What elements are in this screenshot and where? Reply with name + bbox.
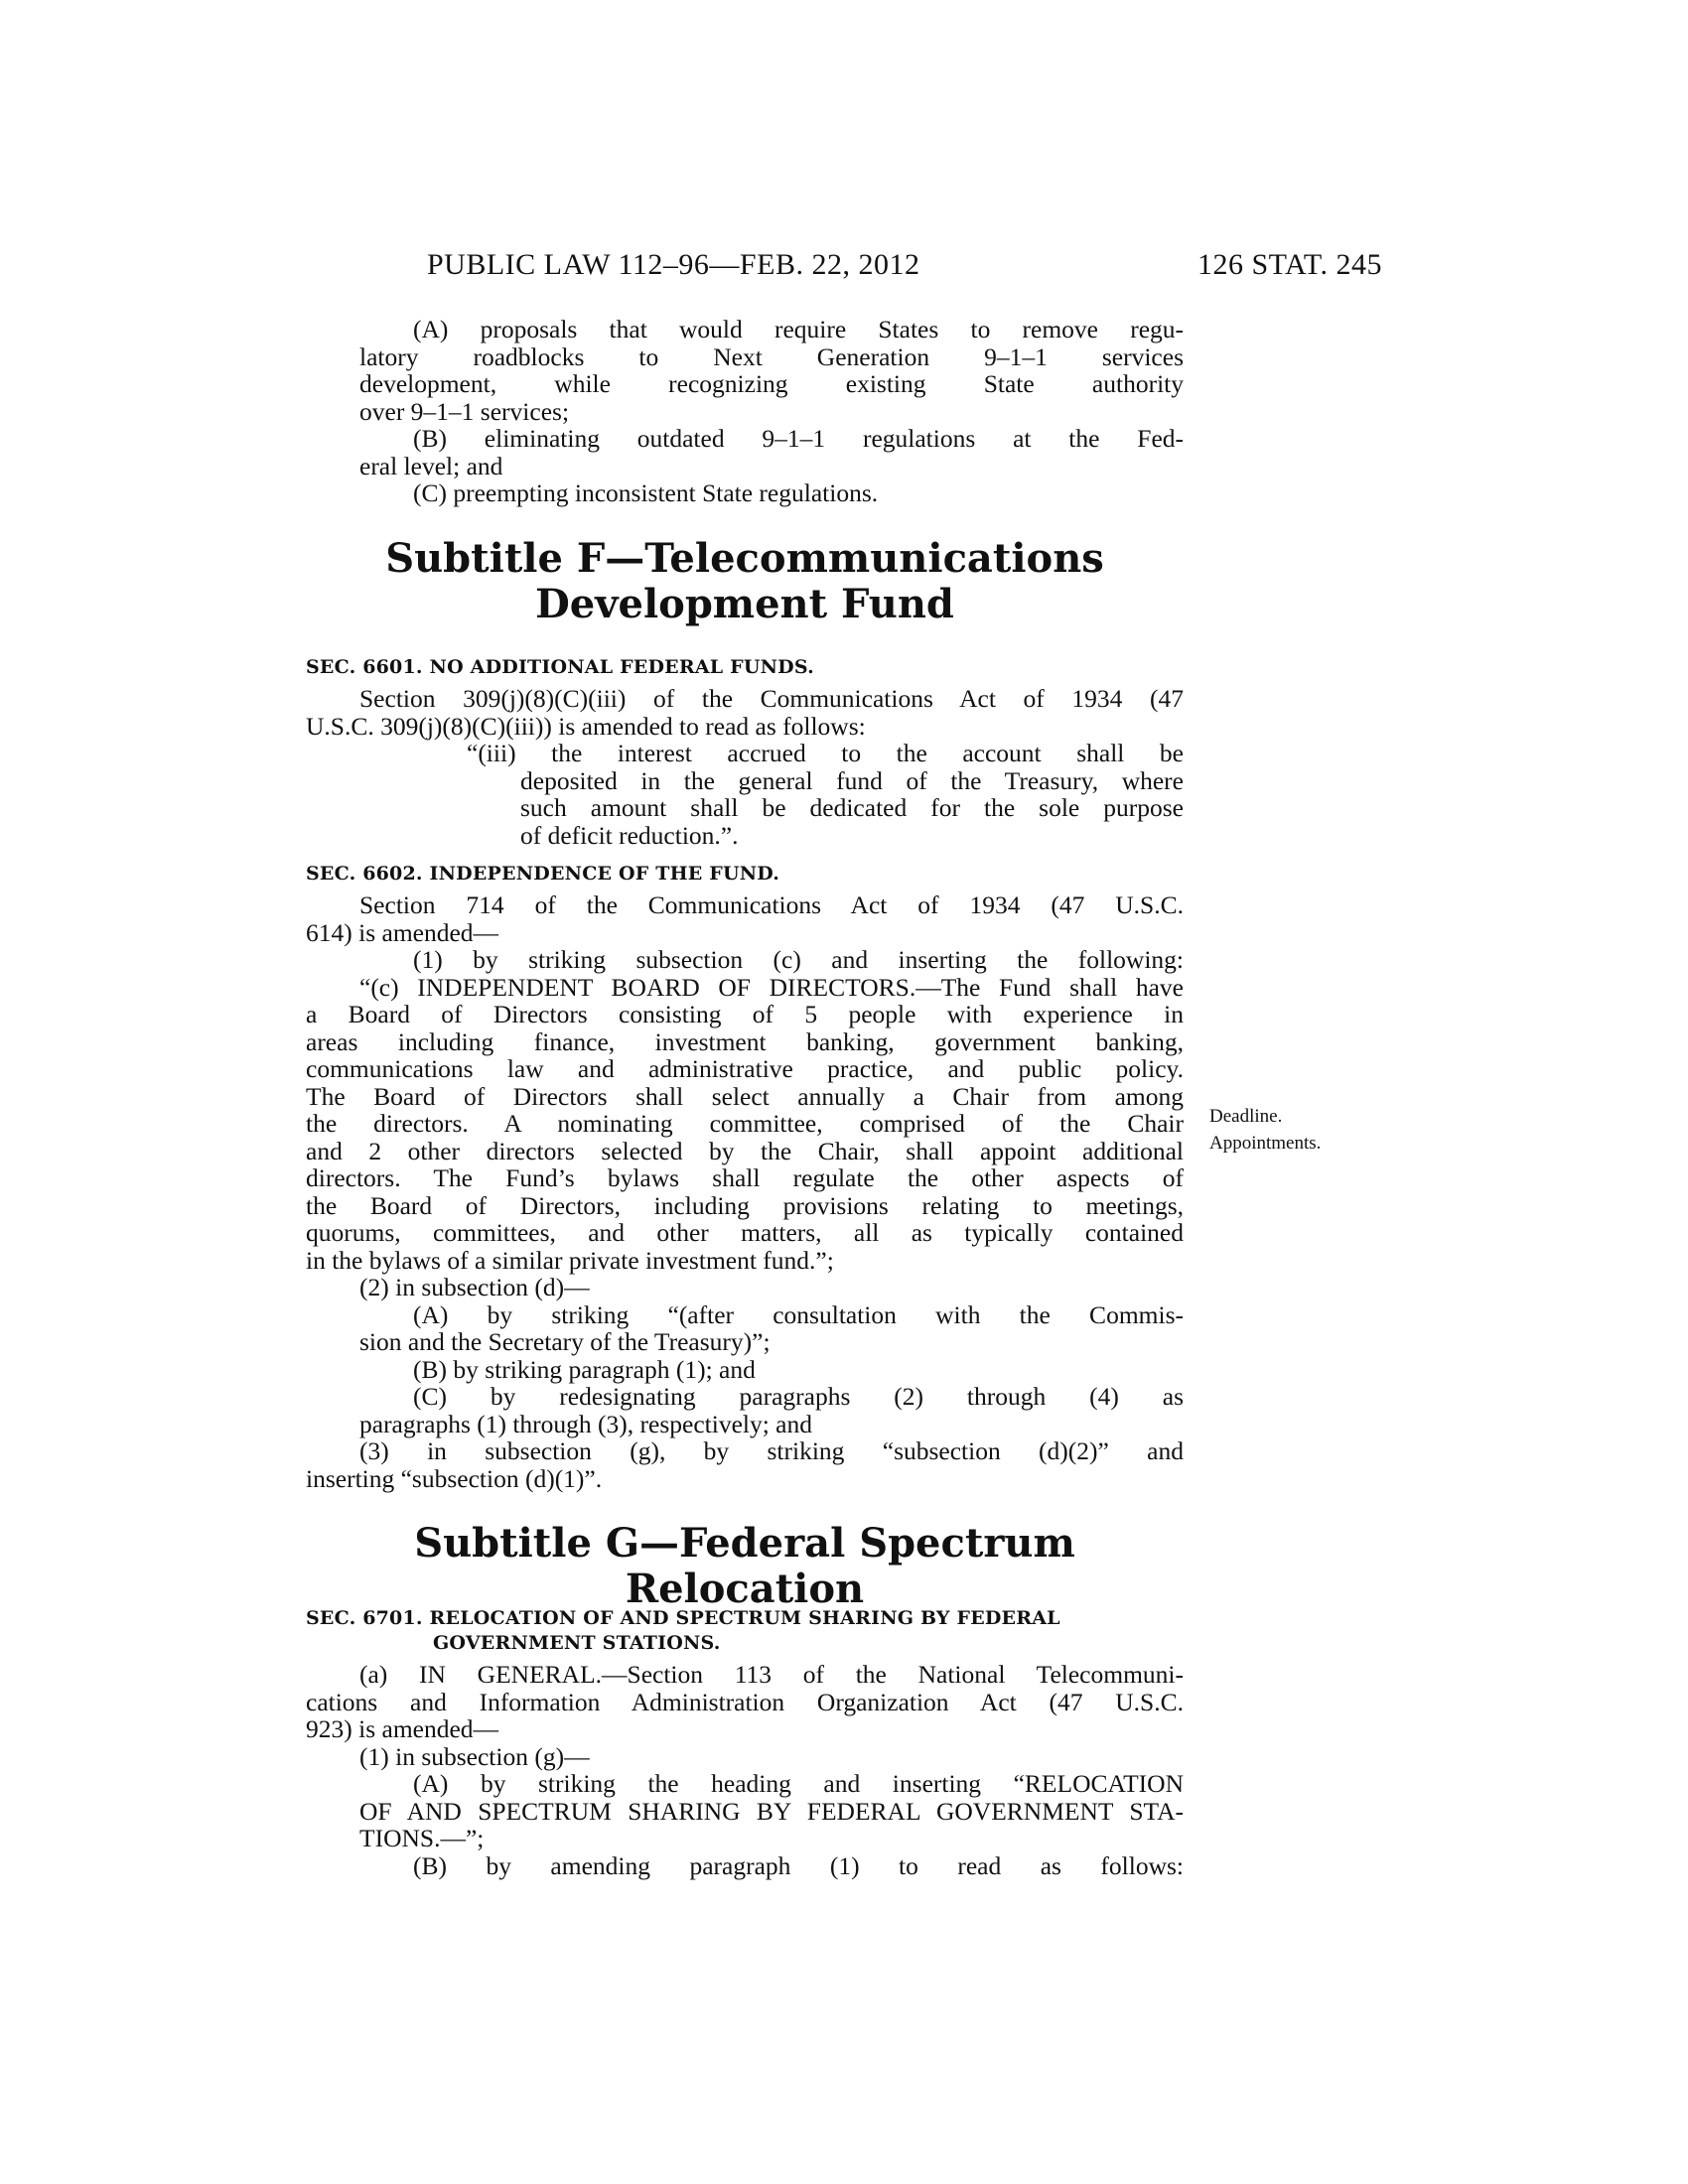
subtitle-f-line1: Subtitle F—Telecommunications xyxy=(385,535,1104,582)
text-line: The Board of Directors shall select annually a Chair from among xyxy=(306,1081,1184,1111)
text-line: latory roadblocks to Next Generation 9–1–1 services xyxy=(359,341,1184,371)
text-line: development, while recognizing existing State authority xyxy=(359,369,1184,398)
statute-page-number: 126 STAT. 245 xyxy=(1196,248,1382,281)
text-line: (A) proposals that would require States to remove regu- xyxy=(413,315,1184,343)
text-line: eral level; and xyxy=(359,451,503,480)
text-line: (C) preempting inconsistent State regulations. xyxy=(413,478,879,507)
margin-note-appointments: Appointments. xyxy=(1209,1133,1322,1154)
text-line: (B) eliminating outdated 9–1–1 regulations at the Fed- xyxy=(413,424,1184,453)
section-6701-heading-line1: SEC. 6701. RELOCATION OF AND SPECTRUM SHARING BY FEDERAL xyxy=(306,1607,1060,1629)
small-caps-heading: RELOCATION xyxy=(1024,1769,1184,1798)
text-line: Section 309(j)(8)(C)(iii) of the Communications Act of 1934 (47 xyxy=(359,684,1184,713)
text-line: 923) is amended— xyxy=(306,1714,499,1743)
text-line: (3) in subsection (g), by striking “subsection (d)(2)” and xyxy=(359,1436,1184,1465)
text-line: of deficit reduction.”. xyxy=(520,820,739,850)
text-line: (1) by striking subsection (c) and inserting the following: xyxy=(413,945,1184,974)
section-6602-body xyxy=(306,891,1184,1492)
text-line: inserting “subsection (d)(1)”. xyxy=(306,1463,603,1493)
section-6601-body xyxy=(306,685,1184,849)
text-line: directors. The Fund’s bylaws shall regulate the other aspects of xyxy=(306,1163,1184,1192)
subtitle-f-heading xyxy=(306,536,1184,627)
text-line: (B) by striking paragraph (1); and xyxy=(413,1354,756,1384)
text-line: over 9–1–1 services; xyxy=(359,396,570,426)
text-line: (B) by amending paragraph (1) to read as follows: xyxy=(413,1850,1184,1880)
section-6601-heading: SEC. 6601. NO ADDITIONAL FEDERAL FUNDS. xyxy=(306,656,814,678)
text-line: (C) by redesignating paragraphs (2) through (4) as xyxy=(413,1382,1184,1411)
text-line: “(iii) the interest accrued to the account shall be xyxy=(467,739,1184,767)
section-6701-heading xyxy=(306,1606,1184,1656)
subtitle-g-heading xyxy=(306,1521,1184,1612)
subtitle-f-line2: Development Fund xyxy=(535,581,954,627)
text-line: a Board of Directors consisting of 5 people with experience in xyxy=(306,1000,1184,1028)
running-header xyxy=(427,248,1380,288)
text-line: (a) IN GENERAL.—Section 113 of the National Telecommuni- xyxy=(359,1660,1184,1689)
text-line: Section 714 of the Communications Act of 1934 (47 U.S.C. xyxy=(359,890,1184,919)
public-law-citation: PUBLIC LAW 112–96—FEB. 22, 2012 xyxy=(427,248,920,281)
text-line: (1) in subsection (g)— xyxy=(359,1741,590,1771)
text-line: the Board of Directors, including provisions relating to meetings, xyxy=(306,1190,1184,1220)
text-line: OF AND SPECTRUM SHARING BY FEDERAL GOVERNMENT STA- xyxy=(359,1796,1184,1826)
section-6701-heading-line2: GOVERNMENT STATIONS. xyxy=(433,1632,721,1654)
text-line: deposited in the general fund of the Treasury, where xyxy=(520,765,1184,795)
continuation-list xyxy=(306,316,1184,507)
subtitle-g-line1: Subtitle G—Federal Spectrum Relocation xyxy=(414,1520,1075,1612)
text-line: communications law and administrative practice, and public policy. xyxy=(306,1054,1184,1083)
text-line: (A) by striking the heading and inserting “RELOCATION xyxy=(413,1769,1184,1798)
text-line: paragraphs (1) through (3), respectively; and xyxy=(359,1409,812,1438)
text-line: areas including finance, investment banking, government banking, xyxy=(306,1026,1184,1056)
text-line: quorums, committees, and other matters, all as typically contained xyxy=(306,1218,1184,1247)
text-line: (A) by striking “(after consultation with the Commis- xyxy=(413,1299,1184,1329)
text-line: TIONS.—”; xyxy=(359,1824,485,1852)
text-line: (2) in subsection (d)— xyxy=(359,1273,590,1301)
text-line: U.S.C. 309(j)(8)(C)(iii)) is amended to read as follows: xyxy=(306,711,866,741)
section-6602-heading: SEC. 6602. INDEPENDENCE OF THE FUND. xyxy=(306,863,780,885)
text-line: 614) is amended— xyxy=(306,917,499,947)
text-line: cations and Information Administration Organization Act (47 U.S.C. xyxy=(306,1687,1184,1716)
text-line: sion and the Secretary of the Treasury)”; xyxy=(359,1327,771,1356)
text-line: “(c) INDEPENDENT BOARD OF DIRECTORS.—The Fund shall have xyxy=(359,972,1184,1002)
section-6701-body xyxy=(306,1661,1184,1879)
margin-note-deadline: Deadline. xyxy=(1209,1106,1283,1127)
text-line: and 2 other directors selected by the Chair, shall appoint additional xyxy=(306,1136,1184,1165)
text-line: such amount shall be dedicated for the sole purpose xyxy=(520,793,1184,822)
small-caps-heading: INDEPENDENT BOARD OF DIRECTORS xyxy=(417,972,910,1002)
text-line: in the bylaws of a similar private investment fund.”; xyxy=(306,1245,834,1275)
small-caps-heading: IN GENERAL xyxy=(419,1660,596,1689)
text-line: the directors. A nominating committee, comprised of the Chair xyxy=(306,1109,1184,1138)
